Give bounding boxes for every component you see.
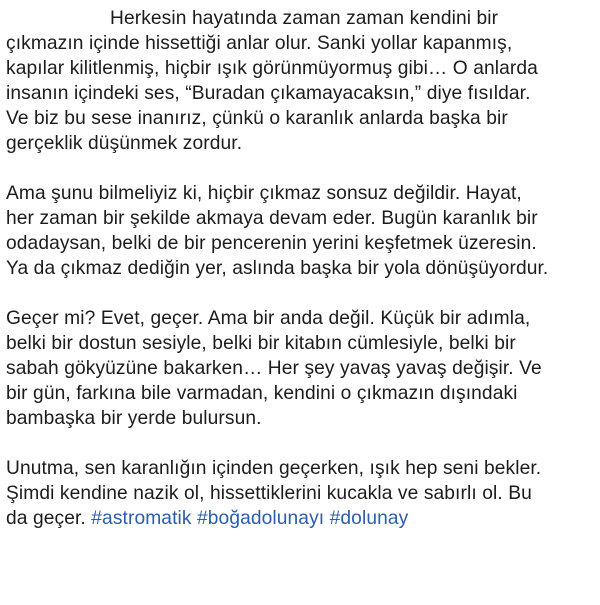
text-line: gerçeklik düşünmek zordur.: [6, 133, 243, 154]
text-line: odadaysan, belki de bir pencerenin yerini keşfetmek üzeresin.: [6, 233, 537, 254]
text-line: Ama şunu bilmeliyiz ki, hiçbir çıkmaz sonsuz değildir. Hayat,: [6, 183, 522, 204]
hashtag-link-bogadolunayi[interactable]: #boğadolunayı: [197, 508, 325, 529]
text-line: her zaman bir şekilde akmaya devam eder. Bugün karanlık bir: [6, 208, 538, 229]
text-line: kapılar kilitlenmiş, hiçbir ışık görünmüyormuş gibi… O anlarda: [6, 58, 538, 79]
paragraph-2: [6, 181, 590, 281]
paragraph-4: [6, 456, 590, 531]
hashtag-link-dolunay[interactable]: #dolunay: [329, 508, 409, 529]
text-line: Geçer mi? Evet, geçer. Ama bir anda değil. Küçük bir adımla,: [6, 308, 531, 329]
text-line-prefix: da geçer.: [6, 508, 86, 529]
hashtag-link-astromatik[interactable]: #astromatik: [91, 508, 192, 529]
text-line: Şimdi kendine nazik ol, hissettiklerini kucakla ve sabırlı ol. Bu: [6, 483, 532, 504]
text-line: bambaşka bir yerde bulursun.: [6, 408, 262, 429]
text-line: Ya da çıkmaz dediğin yer, aslında başka bir yola dönüşüyordur.: [6, 258, 549, 279]
text-line: çıkmazın içinde hissettiği anlar olur. Sanki yollar kapanmış,: [6, 33, 513, 54]
text-line: Ve biz bu sese inanırız, çünkü o karanlık anlarda başka bir: [6, 108, 508, 129]
paragraph-3: [6, 306, 590, 431]
text-line-with-hashtags: [6, 506, 590, 531]
text-line: bir gün, farkına bile varmadan, kendini o çıkmazın dışındaki: [6, 383, 518, 404]
text-line: Herkesin hayatında zaman zaman kendini bir: [110, 8, 499, 29]
paragraph-1: [6, 6, 590, 156]
text-line: insanın içindeki ses, “Buradan çıkamayacaksın,” diye fısıldar.: [6, 83, 531, 104]
text-line: belki bir dostun sesiyle, belki bir kitabın cümlesiyle, belki bir: [6, 333, 516, 354]
text-line: Unutma, sen karanlığın içinden geçerken, ışık hep seni bekler.: [6, 458, 542, 479]
text-line: sabah gökyüzüne bakarken… Her şey yavaş yavaş değişir. Ve: [6, 358, 542, 379]
